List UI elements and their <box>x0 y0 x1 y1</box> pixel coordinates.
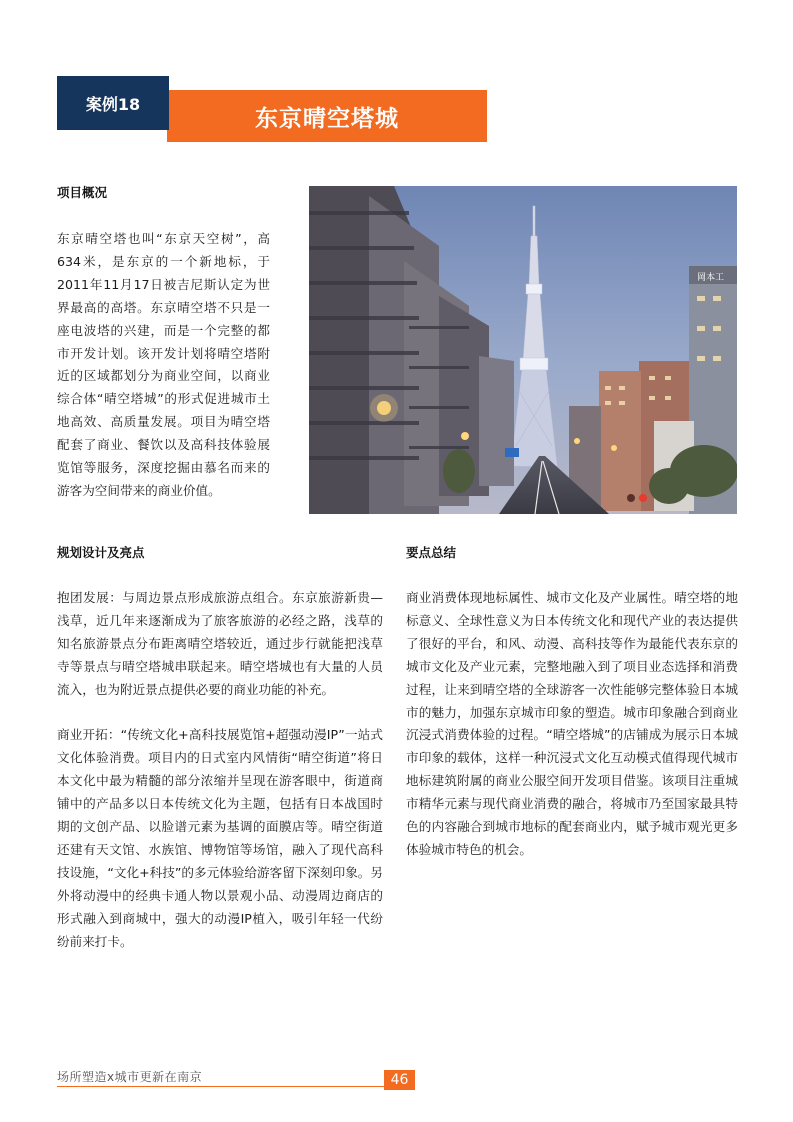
overview-heading: 项目概况 <box>57 185 108 200</box>
case-title: 东京晴空塔城 <box>167 90 487 142</box>
footer-title: 场所塑造x城市更新在南京 <box>57 1070 203 1084</box>
tokyo-skytree-photo <box>309 186 737 514</box>
summary-text <box>406 587 738 862</box>
page-number: 46 <box>384 1070 415 1090</box>
design-paragraph-2: 商业开拓：“传统文化+高科技展览馆+超强动漫IP”一站式文化体验消费。项目内的日式室内风情街“晴空街道”将日本文化中最为精髓的部分浓缩并呈现在游客眼中，街道商铺中的产品多以日本传统文化为主题，包括有日本战国时期的文创产品、以脸谱元素为基调的面膜店等。晴空街道还建有天文馆、水族馆、博物馆等场馆，融入了现代高科技设施，“文化+科技”的多元体验给游客留下深刻印象。另外将动漫中的经典卡通人物以景观小品、动漫周边商店的形式融入到商城中，强大的动漫IP植入，吸引年轻一代纷纷前来打卡。 <box>57 727 383 949</box>
case-number-label: 案例18 <box>57 76 169 130</box>
summary-heading: 要点总结 <box>406 545 457 560</box>
footer-divider <box>57 1086 393 1087</box>
overview-text <box>57 228 270 503</box>
case-banner <box>57 76 487 142</box>
design-heading: 规划设计及亮点 <box>57 545 145 560</box>
building-sign: 岡本工 <box>697 273 725 283</box>
overview-paragraph: 东京晴空塔也叫“东京天空树”，高634米，是东京的一个新地标，于2011年11月17日被吉尼斯认定为世界最高的高塔。东京晴空塔不只是一座电波塔的兴建，而是一个完整的都市开发计划。该开发计划将晴空塔附近的区域都划分为商业空间，以商业综合体“晴空塔城”的形式促进城市土地高效、高质量发展。项目为晴空塔配套了商业、餐饮以及高科技体验展览馆等服务，深度挖掘由慕名而来的游客为空间带来的商业价值。 <box>57 231 270 498</box>
summary-paragraph: 商业消费体现地标属性、城市文化及产业属性。晴空塔的地标意义、全球性意义为日本传统文化和现代产业的表达提供了很好的平台，和风、动漫、高科技等作为最能代表东京的城市文化及产业元素，完整地融入到了项目业态选择和消费过程，让来到晴空塔的全球游客一次性能够完整体验日本城市的魅力，加强东京城市印象的塑造。城市印象融合到商业沉浸式消费体验的过程。“晴空塔城”的店铺成为展示日本城市印象的载体，这样一种沉浸式文化互动模式值得现代城市地标建筑附属的商业公服空间开发项目借鉴。该项目注重城市精华元素与现代商业消费的融合，将城市乃至国家最具特色的内容融合到城市地标的配套商业内，赋予城市观光更多体验城市特色的机会。 <box>406 590 738 857</box>
design-paragraph-1: 抱团发展：与周边景点形成旅游点组合。东京旅游新贵—浅草，近几年来逐渐成为了旅客旅游的必经之路，浅草的知名旅游景点分布距离晴空塔较近，通过步行就能把浅草寺等景点与晴空塔城串联起来。晴空塔城也有大量的人员流入，也为附近景点提供必要的商业功能的补充。 <box>57 590 383 697</box>
design-text <box>57 587 383 953</box>
